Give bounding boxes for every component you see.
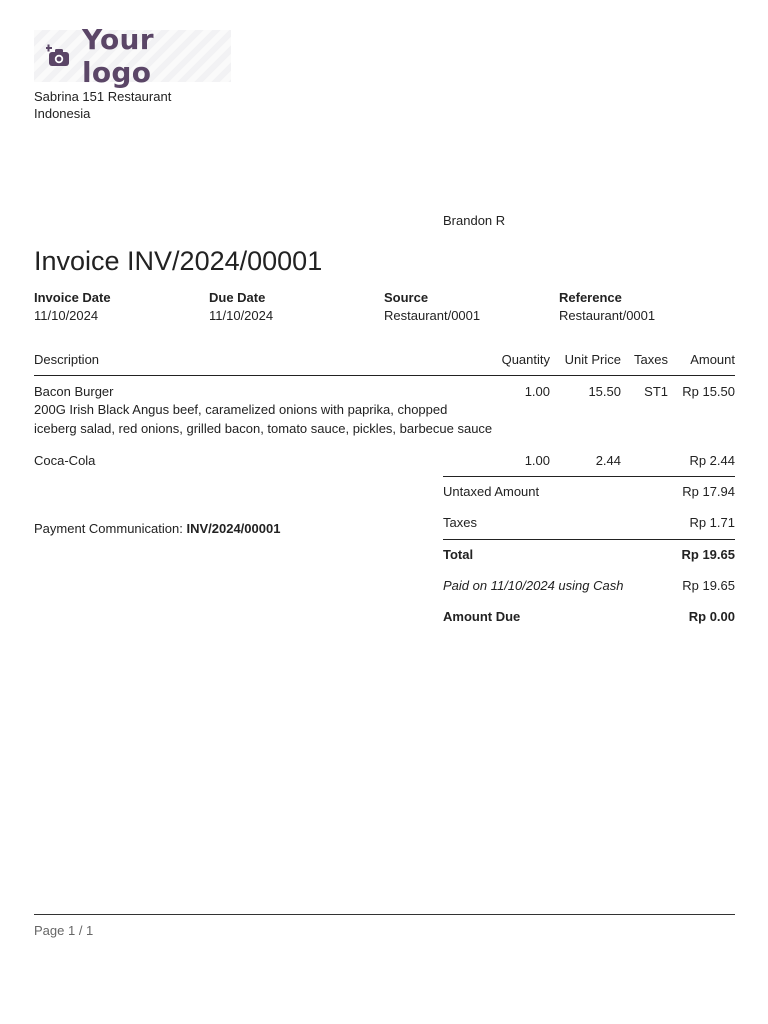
payment-line-value: Rp 19.65	[682, 578, 735, 593]
customer-name: Brandon R	[443, 213, 506, 228]
untaxed-amount-label: Untaxed Amount	[443, 484, 540, 499]
company-name: Sabrina 151 Restaurant	[34, 89, 172, 104]
amount-due-label: Amount Due	[443, 609, 521, 624]
invoice-date-label: Invoice Date	[34, 290, 111, 305]
totals-divider-top	[443, 476, 735, 477]
line-quantity: 1.00	[524, 384, 550, 399]
line-unit-price: 15.50	[588, 384, 621, 399]
line-taxes: ST1	[644, 384, 668, 399]
total-label: Total	[443, 547, 474, 562]
line-unit-price: 2.44	[595, 453, 621, 468]
line-amount: Rp 2.44	[689, 453, 735, 468]
source-label: Source	[384, 290, 429, 305]
total-value: Rp 19.65	[681, 547, 735, 562]
reference-label: Reference	[559, 290, 622, 305]
col-taxes-header: Taxes	[634, 352, 668, 367]
due-date-value: 11/10/2024	[209, 308, 274, 323]
col-unit-price-header: Unit Price	[564, 352, 621, 367]
col-quantity-header: Quantity	[501, 352, 550, 367]
due-date-label: Due Date	[209, 290, 266, 305]
company-country: Indonesia	[34, 106, 91, 121]
totals-divider-total	[443, 539, 735, 540]
line-description: Coca-Cola	[34, 453, 96, 468]
source-value: Restaurant/0001	[384, 308, 481, 323]
line-detail: 200G Irish Black Angus beef, caramelized onions with paprika, chopped	[34, 402, 448, 417]
col-amount-header: Amount	[690, 352, 735, 367]
payment-communication-label: Payment Communication:	[34, 521, 183, 536]
footer-divider	[34, 914, 735, 915]
col-description-header: Description	[34, 352, 100, 367]
payment-line-label: Paid on 11/10/2024 using Cash	[443, 578, 624, 593]
invoice-date-value: 11/10/2024	[34, 308, 99, 323]
line-description: Bacon Burger	[34, 384, 114, 399]
logo-text: Your logo	[82, 23, 154, 89]
line-amount: Rp 15.50	[682, 384, 735, 399]
line-quantity: 1.00	[524, 453, 550, 468]
page-number: Page 1 / 1	[34, 923, 94, 938]
payment-communication-value: INV/2024/00001	[186, 521, 281, 536]
company-logo	[34, 23, 231, 89]
payment-communication	[34, 521, 280, 536]
untaxed-amount-value: Rp 17.94	[682, 484, 735, 499]
reference-value: Restaurant/0001	[559, 308, 656, 323]
taxes-value: Rp 1.71	[689, 515, 735, 530]
table-header-divider	[34, 375, 735, 376]
amount-due-value: Rp 0.00	[688, 609, 735, 624]
camera-plus-icon	[46, 43, 72, 69]
taxes-label: Taxes	[443, 515, 477, 530]
line-detail: iceberg salad, red onions, grilled bacon, tomato sauce, pickles, barbecue sauce	[34, 421, 493, 436]
invoice-title: Invoice INV/2024/00001	[34, 246, 323, 276]
